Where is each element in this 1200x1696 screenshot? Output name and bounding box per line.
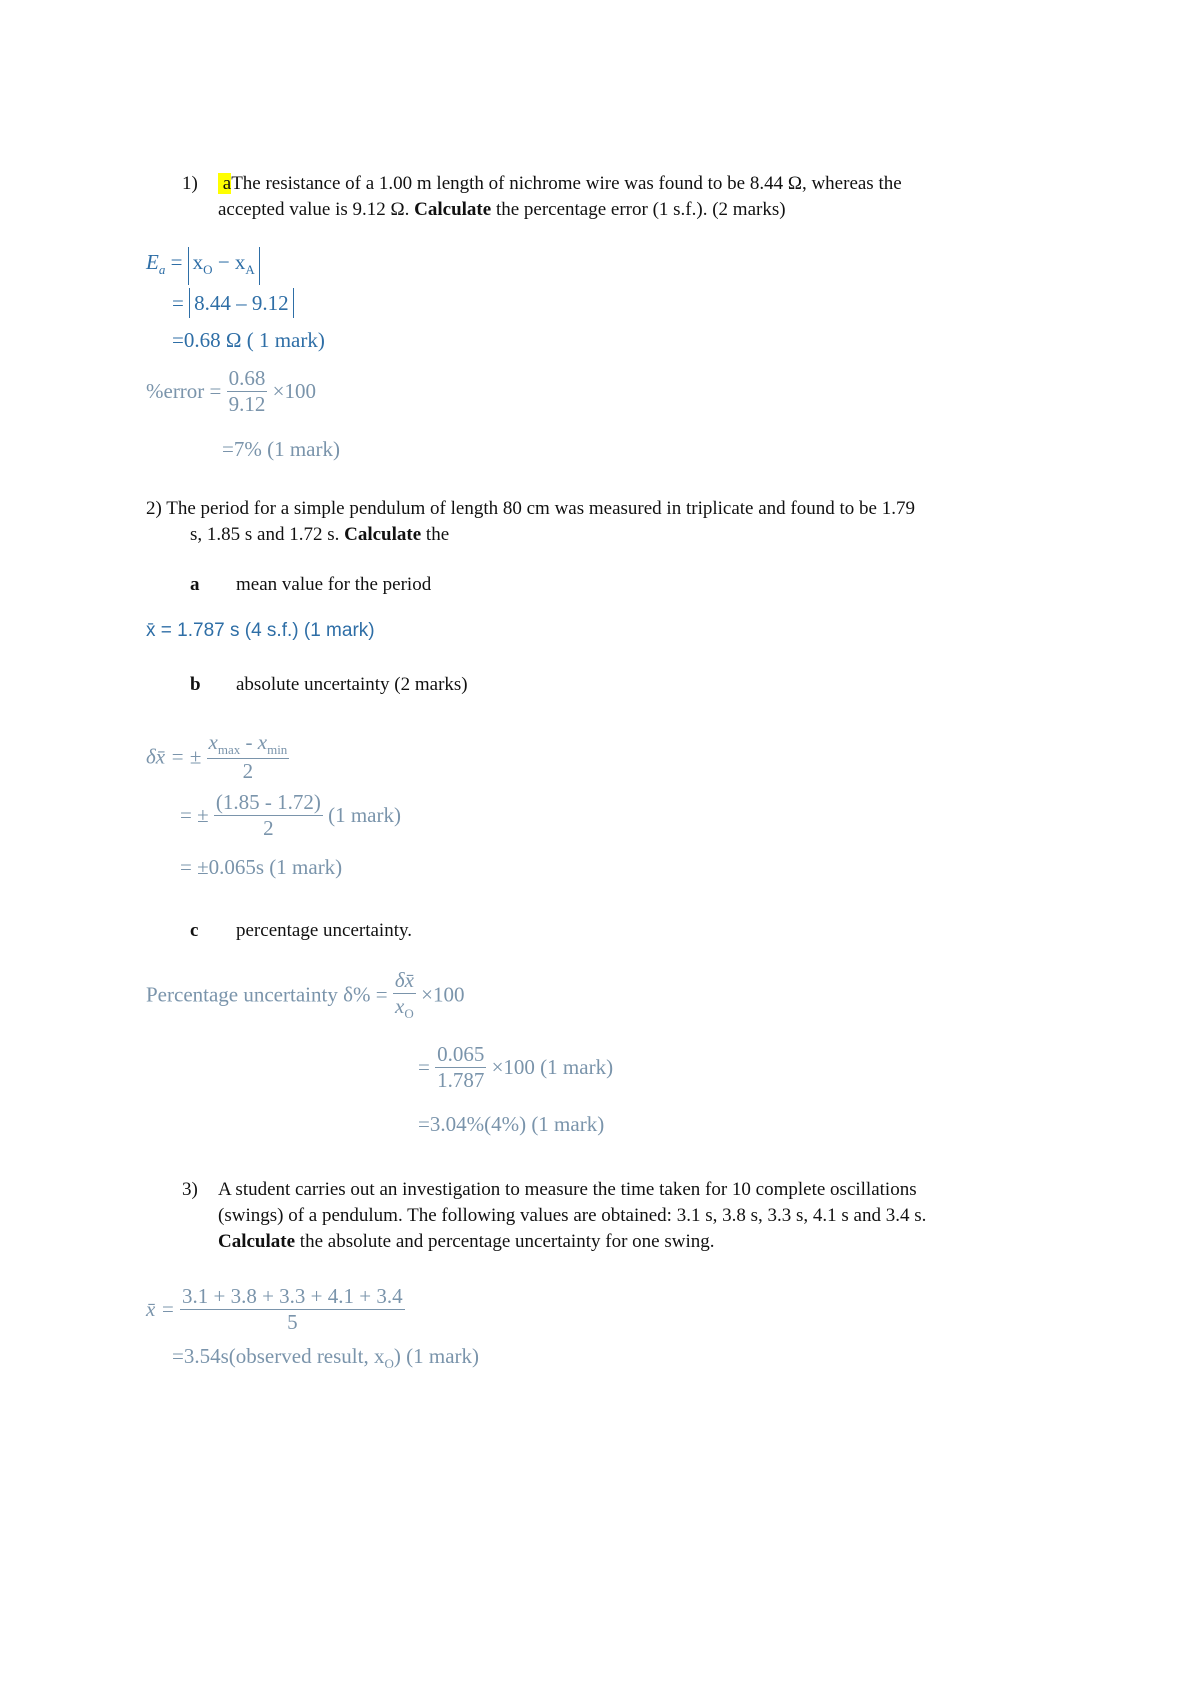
q2b-label: b <box>190 674 201 695</box>
q1-part-label: a <box>218 173 231 194</box>
q1-text-line1: aThe resistance of a 1.00 m length of nichrome wire was found to be 8.44 Ω, whereas the <box>218 171 902 197</box>
q2b-text: absolute uncertainty (2 marks) <box>236 674 468 695</box>
q2c-text: percentage uncertainty. <box>236 920 413 941</box>
q2c-line3: =3.04%(4%) (1 mark) <box>418 1112 605 1136</box>
q2-intro-line1: 2) The period for a simple pendulum of length 80 cm was measured in triplicate and found to be 1.79 <box>146 498 915 519</box>
q3-text-line1: A student carries out an investigation to measure the time taken for 10 complete oscillations <box>218 1179 917 1200</box>
q1-ea-line3: =0.68 Ω ( 1 mark) <box>172 328 325 352</box>
q2-intro-line2: s, 1.85 s and 1.72 s. Calculate the <box>190 524 450 545</box>
q1-text-line2: accepted value is 9.12 Ω. Calculate the percentage error (1 s.f.). (2 marks) <box>218 199 786 220</box>
q1-number: 1) <box>182 173 198 194</box>
q1-ea-abs: $x_O - x_A$ <box>188 247 260 285</box>
q1-ea-formula: $E_a = x_O - x_A$ <box>146 247 260 285</box>
q2b-formula: δx̄ = ± $\frac{x_{max} - x_{min}}{2}$ <box>146 730 288 784</box>
q2a-answer: x̄ = 1.787 s (4 s.f.) (1 mark) <box>146 620 375 641</box>
q3-text-line2: (swings) of a pendulum. The following values are obtained: 3.1 s, 3.8 s, 3.3 s, 4.1 s and 3.4 s. <box>218 1205 927 1226</box>
q3-mean-result: =3.54s(observed result, $x_O$) (1 mark) <box>172 1344 480 1372</box>
q2b-line2: = ± $\frac{(1.85 - 1.72)}{2}$ (1 mark) <box>180 790 401 840</box>
q2c-label: c <box>190 920 199 941</box>
q3-text-line3: Calculate the absolute and percentage uncertainty for one swing. <box>218 1231 715 1252</box>
q2a-text: mean value for the period <box>236 574 432 595</box>
q2c-line2: = $\frac{0.065}{1.787}$ ×100 (1 mark) <box>418 1042 614 1092</box>
q2c-formula: Percentage uncertainty δ% = $\frac{\delta x̄}{x_O}$ ×100 <box>146 968 465 1022</box>
q3-number: 3) <box>182 1179 198 1200</box>
q1-percent-error: %error = $\frac{0.68}{9.12}$ ×100 <box>146 366 316 416</box>
q3-mean-formula: x̄ = $\frac{3.1 + 3.8 + 3.3 + 4.1 + 3.4}{5}$ <box>146 1284 403 1334</box>
q2b-line3: = ±0.065s (1 mark) <box>180 855 343 879</box>
q1-percent-error-result: =7% (1 mark) <box>222 437 340 461</box>
q1-ea-line2: = 8.44 – 9.12 <box>172 288 294 318</box>
q2a-label: a <box>190 574 200 595</box>
